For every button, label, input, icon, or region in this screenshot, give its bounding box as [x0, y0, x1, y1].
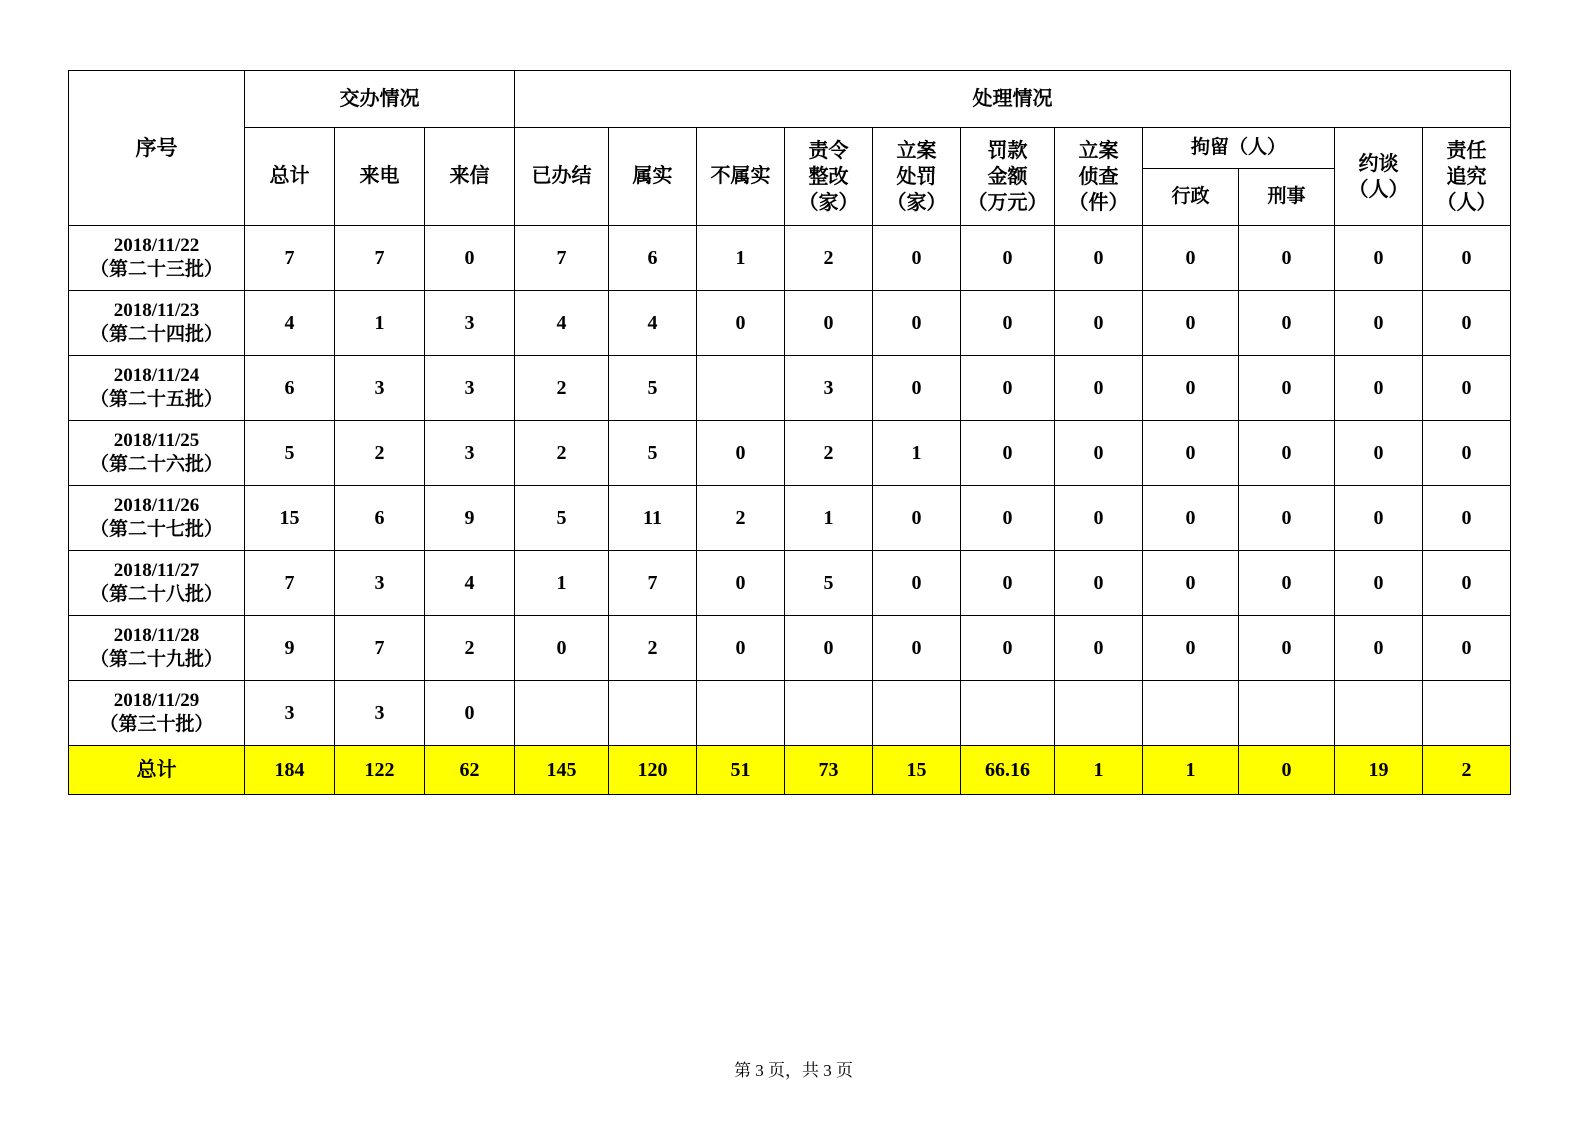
row-label [69, 226, 245, 291]
cell-detain-admin: 0 [1143, 421, 1239, 486]
header-col-penalty-line1: 立案 [896, 139, 937, 162]
cell-letter: 4 [425, 551, 515, 616]
cell-done: 2 [515, 421, 609, 486]
table-row [69, 226, 1511, 291]
table-row [69, 421, 1511, 486]
row-date: 2018/11/25 [113, 430, 200, 452]
cell-rectify: 2 [785, 226, 873, 291]
header-col-accountability-line2: 追究 [1446, 165, 1487, 188]
cell-letter: 0 [425, 226, 515, 291]
cell-call: 3 [335, 551, 425, 616]
row-batch: （第二十八批） [89, 584, 223, 605]
header-col-fine [961, 128, 1055, 226]
cell-fine [961, 681, 1055, 746]
cell-true: 5 [609, 356, 697, 421]
total-cell-fine: 66.16 [961, 746, 1055, 795]
cell-fine: 0 [961, 356, 1055, 421]
row-label [69, 486, 245, 551]
cell-investigate: 0 [1055, 356, 1143, 421]
row-date: 2018/11/24 [113, 365, 200, 387]
cell-accountability: 0 [1423, 291, 1511, 356]
header-group-handle: 处理情况 [515, 71, 1511, 128]
header-col-rectify-line1: 责令 [808, 139, 849, 162]
table-row [69, 551, 1511, 616]
header-col-interview-line2: （人） [1348, 178, 1409, 201]
cell-accountability: 0 [1423, 421, 1511, 486]
cell-penalty: 1 [873, 421, 961, 486]
header-col-interview [1335, 128, 1423, 226]
cell-detain-criminal: 0 [1239, 551, 1335, 616]
cell-total: 6 [245, 356, 335, 421]
header-col-total: 总计 [245, 128, 335, 226]
cell-interview: 0 [1335, 356, 1423, 421]
cell-letter: 2 [425, 616, 515, 681]
cell-done: 1 [515, 551, 609, 616]
row-label [69, 291, 245, 356]
total-cell-true: 120 [609, 746, 697, 795]
row-date: 2018/11/26 [113, 495, 200, 517]
header-col-investigate-line1: 立案 [1078, 139, 1119, 162]
cell-accountability [1423, 681, 1511, 746]
cell-interview: 0 [1335, 291, 1423, 356]
total-cell-false: 51 [697, 746, 785, 795]
header-group-assign: 交办情况 [245, 71, 515, 128]
cell-penalty: 0 [873, 356, 961, 421]
cell-accountability: 0 [1423, 616, 1511, 681]
cell-detain-admin: 0 [1143, 616, 1239, 681]
cell-penalty: 0 [873, 226, 961, 291]
cell-total: 7 [245, 551, 335, 616]
page-footer: 第 3 页，共 3 页 [734, 1061, 853, 1080]
cell-true [609, 681, 697, 746]
cell-rectify: 5 [785, 551, 873, 616]
cell-accountability: 0 [1423, 551, 1511, 616]
cell-detain-criminal: 0 [1239, 226, 1335, 291]
cell-investigate [1055, 681, 1143, 746]
cell-true: 5 [609, 421, 697, 486]
row-batch: （第二十五批） [89, 389, 223, 410]
report-table-container [68, 70, 1500, 795]
cell-rectify: 1 [785, 486, 873, 551]
total-cell-detain-criminal: 0 [1239, 746, 1335, 795]
cell-detain-admin [1143, 681, 1239, 746]
cell-accountability: 0 [1423, 226, 1511, 291]
total-cell-done: 145 [515, 746, 609, 795]
table-row [69, 616, 1511, 681]
cell-investigate: 0 [1055, 291, 1143, 356]
cell-call: 1 [335, 291, 425, 356]
cell-fine: 0 [961, 291, 1055, 356]
cell-call: 3 [335, 356, 425, 421]
row-label [69, 421, 245, 486]
cell-penalty: 0 [873, 486, 961, 551]
cell-penalty: 0 [873, 551, 961, 616]
cell-rectify [785, 681, 873, 746]
cell-total: 7 [245, 226, 335, 291]
header-col-accountability-line1: 责任 [1446, 139, 1487, 162]
row-batch: （第二十六批） [89, 454, 223, 475]
header-row-groups [69, 71, 1511, 128]
cell-investigate: 0 [1055, 421, 1143, 486]
table-row [69, 356, 1511, 421]
table-row [69, 681, 1511, 746]
cell-detain-admin: 0 [1143, 356, 1239, 421]
cell-total: 5 [245, 421, 335, 486]
header-col-accountability-line3: （人） [1436, 191, 1497, 214]
cell-interview: 0 [1335, 226, 1423, 291]
cell-true: 4 [609, 291, 697, 356]
cell-fine: 0 [961, 486, 1055, 551]
cell-letter: 3 [425, 291, 515, 356]
cell-false: 0 [697, 551, 785, 616]
header-col-true: 属实 [609, 128, 697, 226]
cell-detain-criminal: 0 [1239, 486, 1335, 551]
header-row-cols [69, 128, 1511, 169]
row-batch: （第三十批） [99, 714, 214, 735]
cell-done: 0 [515, 616, 609, 681]
header-col-penalty-line3: （家） [886, 191, 947, 214]
cell-investigate: 0 [1055, 486, 1143, 551]
cell-interview: 0 [1335, 421, 1423, 486]
header-col-investigate-line2: 侦查 [1078, 165, 1119, 188]
cell-detain-admin: 0 [1143, 226, 1239, 291]
cell-call: 3 [335, 681, 425, 746]
cell-penalty: 0 [873, 291, 961, 356]
header-seq: 序号 [69, 71, 245, 226]
header-col-detain-criminal: 刑事 [1239, 169, 1335, 226]
row-batch: （第二十三批） [89, 259, 223, 280]
cell-done: 5 [515, 486, 609, 551]
total-cell-penalty: 15 [873, 746, 961, 795]
cell-false: 0 [697, 616, 785, 681]
cell-false [697, 356, 785, 421]
cell-rectify: 2 [785, 421, 873, 486]
cell-fine: 0 [961, 551, 1055, 616]
header-col-investigate-line3: （件） [1068, 191, 1129, 214]
cell-detain-criminal: 0 [1239, 356, 1335, 421]
cell-done: 7 [515, 226, 609, 291]
header-col-interview-line1: 约谈 [1358, 152, 1399, 175]
total-label: 总计 [69, 746, 245, 795]
cell-true: 7 [609, 551, 697, 616]
cell-done [515, 681, 609, 746]
table-total-row [69, 746, 1511, 795]
total-cell-rectify: 73 [785, 746, 873, 795]
cell-call: 7 [335, 616, 425, 681]
total-cell-accountability: 2 [1423, 746, 1511, 795]
cell-penalty: 0 [873, 616, 961, 681]
header-col-rectify-line3: （家） [798, 191, 859, 214]
total-cell-call: 122 [335, 746, 425, 795]
table-row [69, 486, 1511, 551]
table-row [69, 291, 1511, 356]
row-label [69, 681, 245, 746]
cell-fine: 0 [961, 421, 1055, 486]
row-batch: （第二十九批） [89, 649, 223, 670]
header-col-detain: 拘留（人） [1143, 128, 1335, 169]
cell-done: 2 [515, 356, 609, 421]
cell-call: 7 [335, 226, 425, 291]
cell-interview: 0 [1335, 551, 1423, 616]
cell-penalty [873, 681, 961, 746]
cell-fine: 0 [961, 616, 1055, 681]
total-cell-total: 184 [245, 746, 335, 795]
row-label [69, 356, 245, 421]
header-col-letter: 来信 [425, 128, 515, 226]
row-date: 2018/11/28 [113, 625, 200, 647]
cell-rectify: 0 [785, 291, 873, 356]
row-date: 2018/11/23 [113, 300, 200, 322]
cell-detain-criminal [1239, 681, 1335, 746]
cell-rectify: 0 [785, 616, 873, 681]
cell-interview: 0 [1335, 616, 1423, 681]
header-col-detain-admin: 行政 [1143, 169, 1239, 226]
row-batch: （第二十四批） [89, 324, 223, 345]
cell-call: 2 [335, 421, 425, 486]
cell-detain-admin: 0 [1143, 486, 1239, 551]
cell-investigate: 0 [1055, 226, 1143, 291]
cell-true: 6 [609, 226, 697, 291]
header-col-done: 已办结 [515, 128, 609, 226]
cell-total: 3 [245, 681, 335, 746]
header-col-false: 不属实 [697, 128, 785, 226]
total-cell-detain-admin: 1 [1143, 746, 1239, 795]
header-col-fine-line3: （万元） [967, 191, 1048, 214]
row-label [69, 616, 245, 681]
cell-true: 2 [609, 616, 697, 681]
cell-letter: 9 [425, 486, 515, 551]
header-col-accountability [1423, 128, 1511, 226]
header-col-investigate [1055, 128, 1143, 226]
cell-detain-admin: 0 [1143, 291, 1239, 356]
header-col-rectify-line2: 整改 [808, 165, 849, 188]
row-date: 2018/11/27 [113, 560, 200, 582]
header-col-penalty [873, 128, 961, 226]
total-cell-letter: 62 [425, 746, 515, 795]
row-batch: （第二十七批） [89, 519, 223, 540]
cell-call: 6 [335, 486, 425, 551]
table-body [69, 226, 1511, 795]
cell-investigate: 0 [1055, 551, 1143, 616]
report-table [68, 70, 1511, 795]
header-col-fine-line1: 罚款 [987, 139, 1028, 162]
cell-accountability: 0 [1423, 486, 1511, 551]
header-col-rectify [785, 128, 873, 226]
header-col-penalty-line2: 处罚 [896, 165, 937, 188]
cell-false: 2 [697, 486, 785, 551]
header-col-fine-line2: 金额 [987, 165, 1028, 188]
cell-false [697, 681, 785, 746]
cell-done: 4 [515, 291, 609, 356]
total-cell-interview: 19 [1335, 746, 1423, 795]
total-cell-investigate: 1 [1055, 746, 1143, 795]
cell-detain-criminal: 0 [1239, 421, 1335, 486]
cell-letter: 3 [425, 356, 515, 421]
header-col-call: 来电 [335, 128, 425, 226]
cell-detain-criminal: 0 [1239, 291, 1335, 356]
cell-interview [1335, 681, 1423, 746]
cell-interview: 0 [1335, 486, 1423, 551]
cell-true: 11 [609, 486, 697, 551]
cell-investigate: 0 [1055, 616, 1143, 681]
row-date: 2018/11/22 [113, 235, 200, 257]
cell-false: 0 [697, 421, 785, 486]
cell-detain-admin: 0 [1143, 551, 1239, 616]
row-label [69, 551, 245, 616]
row-date: 2018/11/29 [113, 690, 200, 712]
cell-total: 9 [245, 616, 335, 681]
cell-accountability: 0 [1423, 356, 1511, 421]
cell-false: 1 [697, 226, 785, 291]
cell-detain-criminal: 0 [1239, 616, 1335, 681]
cell-total: 15 [245, 486, 335, 551]
cell-letter: 0 [425, 681, 515, 746]
cell-false: 0 [697, 291, 785, 356]
cell-letter: 3 [425, 421, 515, 486]
cell-fine: 0 [961, 226, 1055, 291]
cell-total: 4 [245, 291, 335, 356]
cell-rectify: 3 [785, 356, 873, 421]
